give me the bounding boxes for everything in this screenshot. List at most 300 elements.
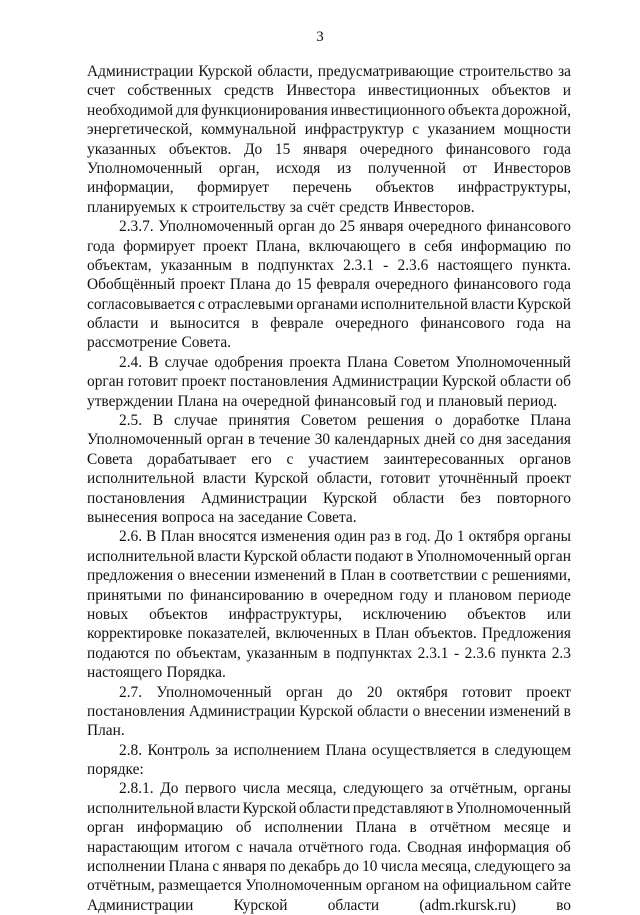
word: План xyxy=(375,625,410,643)
word: утверждении xyxy=(87,392,174,410)
word: информацию xyxy=(136,819,223,837)
word: отраслевыми xyxy=(207,295,294,313)
word: очередной xyxy=(241,392,311,410)
text-line xyxy=(87,372,571,391)
word: раз xyxy=(369,528,391,546)
text-line xyxy=(87,702,571,721)
word: власти xyxy=(196,799,241,817)
word: год. xyxy=(405,528,431,546)
word: указанием xyxy=(427,121,496,139)
word: с xyxy=(286,450,294,468)
word: принятыми xyxy=(87,586,162,604)
word: случае xyxy=(174,412,218,430)
word: одобрения xyxy=(214,353,284,371)
word: отчётным, xyxy=(449,780,518,798)
word: предложения xyxy=(87,567,174,585)
word: в xyxy=(362,625,371,643)
word: План xyxy=(340,567,375,585)
word: на xyxy=(222,392,238,410)
word: вносятся xyxy=(198,528,257,546)
word: в xyxy=(310,586,318,604)
word: инфраструктур xyxy=(304,121,404,139)
word: без xyxy=(460,489,481,507)
word: указанным xyxy=(246,644,318,662)
word: объектов xyxy=(149,605,208,623)
word: очередного xyxy=(374,276,449,294)
word: выносится xyxy=(169,315,240,333)
text-line xyxy=(87,353,571,372)
word: Курской xyxy=(233,896,288,914)
word: соответствии xyxy=(390,567,478,585)
word: области xyxy=(298,799,351,817)
word: Контроль xyxy=(147,741,210,759)
word: в xyxy=(329,567,337,585)
word: периоде xyxy=(518,586,571,604)
text-line xyxy=(87,721,571,740)
word: исходя xyxy=(276,159,321,177)
word: случае xyxy=(164,353,209,371)
word: показателей, xyxy=(187,625,271,643)
word: В xyxy=(152,412,164,430)
word: области xyxy=(300,547,352,565)
text-line xyxy=(87,450,571,469)
word: объектам, xyxy=(176,644,241,662)
word: корректировке xyxy=(87,625,183,643)
word: один xyxy=(334,528,366,546)
word: месяца, xyxy=(286,780,337,798)
word: 2.5. xyxy=(119,412,143,430)
word: области, xyxy=(316,470,373,488)
word: 15 xyxy=(296,276,312,294)
word: подают xyxy=(354,547,403,565)
word: доработке xyxy=(453,412,520,430)
word: согласовывается xyxy=(87,295,196,313)
word: 2.7. xyxy=(119,683,143,701)
word: органов xyxy=(519,450,571,468)
word: полученной xyxy=(367,159,446,177)
word: в xyxy=(251,315,259,333)
word: дней xyxy=(424,431,456,449)
word: инфраструктуры, xyxy=(228,605,342,623)
word: 2.4. xyxy=(119,353,143,371)
word: Инвесторов. xyxy=(393,198,475,216)
word: в xyxy=(241,256,249,274)
word: к xyxy=(180,198,188,216)
word: участием xyxy=(308,450,369,468)
word: Совета. xyxy=(306,508,357,526)
word: постановления xyxy=(87,489,185,507)
word: счёт xyxy=(307,198,335,216)
word: Предложения xyxy=(481,625,571,643)
text-line xyxy=(87,741,571,760)
word: орган, xyxy=(218,159,260,177)
word: Уполномоченный xyxy=(455,353,571,371)
word: внесении xyxy=(189,567,251,585)
word: плановом xyxy=(448,586,512,604)
word: объектов xyxy=(375,179,435,197)
word: Плана xyxy=(530,412,571,430)
word: Плана xyxy=(355,819,397,837)
word: Плана xyxy=(325,741,367,759)
word: за xyxy=(289,198,303,216)
word: нарастающим xyxy=(87,838,179,856)
word: за xyxy=(215,741,229,759)
text-line xyxy=(87,566,571,585)
text-line xyxy=(87,605,571,624)
text-line xyxy=(87,217,571,236)
page-number: 3 xyxy=(316,29,324,45)
word: Плана xyxy=(177,392,219,410)
text-line xyxy=(87,120,571,139)
word: в xyxy=(408,237,416,255)
word: Курской xyxy=(254,470,309,488)
word: 2.3.1 xyxy=(343,256,374,274)
text-line xyxy=(87,392,571,411)
word: Порядка. xyxy=(166,664,226,682)
word: собственных xyxy=(127,82,212,100)
word: Курской xyxy=(243,547,298,565)
word: уточнённый xyxy=(438,470,518,488)
word: Курской xyxy=(516,295,571,313)
word: информация xyxy=(467,838,550,856)
word: вынесения xyxy=(87,508,158,526)
word: объектов xyxy=(491,82,551,100)
word: со xyxy=(459,431,475,449)
text-line xyxy=(87,644,571,663)
word: орган xyxy=(87,819,124,837)
word: строительству xyxy=(191,198,286,216)
word: течение xyxy=(259,431,311,449)
word: в xyxy=(405,547,414,565)
word: исполнением xyxy=(233,741,321,759)
word: и xyxy=(562,82,571,100)
word: в xyxy=(409,819,417,837)
word: исполнении xyxy=(264,819,343,837)
text-line xyxy=(87,62,571,81)
word: решениями, xyxy=(492,567,571,585)
word: итогом xyxy=(184,838,230,856)
word: финансовый xyxy=(314,392,397,410)
word: объекта xyxy=(448,101,499,119)
word: первого xyxy=(184,780,237,798)
text-line xyxy=(87,275,571,294)
word: планируемых xyxy=(87,198,176,216)
paragraph-cont xyxy=(87,62,571,217)
word: исключению xyxy=(362,605,447,623)
word: До xyxy=(244,140,263,158)
text-line xyxy=(87,314,571,333)
word: на xyxy=(555,315,571,333)
word: осуществляется xyxy=(371,741,477,759)
word: готовит xyxy=(380,470,431,488)
word: области, xyxy=(257,63,313,80)
word: повторного xyxy=(496,489,571,507)
word: формирует xyxy=(197,179,269,197)
text-line xyxy=(87,489,571,508)
text-line xyxy=(87,624,571,643)
word: власти xyxy=(470,295,515,313)
word: месяце xyxy=(503,819,550,837)
word: с xyxy=(198,295,205,313)
word: очередного xyxy=(335,315,409,333)
word: органы xyxy=(523,780,571,798)
text-line xyxy=(87,237,571,256)
word: за xyxy=(558,63,571,80)
word: заинтересованных xyxy=(383,450,505,468)
word: функционирования xyxy=(201,101,328,119)
word: Плана xyxy=(347,353,388,371)
word: План. xyxy=(87,722,125,740)
word: по xyxy=(154,644,171,662)
text-line xyxy=(87,896,571,915)
word: решения xyxy=(367,412,425,430)
word: дорожной, xyxy=(501,101,571,119)
word: области xyxy=(327,896,380,914)
word: финансового xyxy=(453,276,539,294)
word: области xyxy=(87,315,139,333)
word: год xyxy=(400,392,422,410)
word: исполнительной xyxy=(87,470,195,488)
word: (adm.rkursk.ru) xyxy=(419,896,516,914)
word: указанных xyxy=(87,140,157,158)
word: проект xyxy=(202,237,248,255)
paragraph-p-2-7 xyxy=(87,683,571,741)
text-line xyxy=(87,140,571,159)
word: себя xyxy=(424,237,453,255)
word: Советом xyxy=(393,353,450,371)
word: заседание xyxy=(238,508,303,526)
paragraph-p-2-6 xyxy=(87,527,571,682)
word: новых xyxy=(87,605,129,623)
word: проекта xyxy=(289,353,341,371)
word: объектам, xyxy=(87,256,152,274)
text-line xyxy=(87,527,571,546)
word: До xyxy=(434,528,453,546)
word: Курской xyxy=(299,702,354,720)
word: октября xyxy=(468,528,520,546)
word: Администрации xyxy=(331,373,439,391)
text-line xyxy=(87,508,571,527)
word: в xyxy=(481,741,489,759)
word: дорабатывает xyxy=(147,450,237,468)
word: начала xyxy=(248,838,293,856)
word: проект xyxy=(181,373,227,391)
word: Уполномоченный xyxy=(158,218,274,236)
word: года xyxy=(543,140,571,158)
word: энергетической, xyxy=(87,121,193,139)
word: настоящего xyxy=(437,256,513,274)
word: мощности xyxy=(503,121,571,139)
word: Плана xyxy=(229,276,271,294)
text-line xyxy=(87,411,571,430)
word: власти xyxy=(197,547,241,565)
word: объектов xyxy=(467,605,526,623)
word: пункта. xyxy=(521,256,571,274)
word: 2.8.1. xyxy=(119,780,154,798)
text-line xyxy=(87,779,571,798)
word: и xyxy=(150,315,159,333)
word: 1 xyxy=(456,528,465,546)
paragraph-p-2-3-7 xyxy=(87,217,571,353)
word: строительство xyxy=(458,63,554,80)
word: о xyxy=(177,567,186,585)
word: по xyxy=(555,237,571,255)
word: подпунктах xyxy=(335,644,413,662)
word: Уполномоченный xyxy=(87,431,203,449)
word: о xyxy=(412,702,421,720)
word: отчётном xyxy=(429,819,491,837)
word: указанным xyxy=(160,256,232,274)
word: Курской xyxy=(442,373,497,391)
word: 20 xyxy=(366,683,383,701)
word: подаются xyxy=(87,644,150,662)
word: постановления xyxy=(230,373,328,391)
word: Курской xyxy=(242,799,297,817)
word: во xyxy=(556,896,571,914)
word: орган xyxy=(278,218,315,236)
word: 2.3 xyxy=(551,644,571,662)
word: органы xyxy=(523,528,571,546)
word: области xyxy=(500,373,552,391)
word: инвестиционных xyxy=(367,82,480,100)
word: Сводная xyxy=(407,838,462,856)
word: внесении xyxy=(424,702,486,720)
text-line xyxy=(87,857,571,876)
word: исполнительной xyxy=(87,799,195,817)
word: в xyxy=(394,528,402,546)
word: постановления xyxy=(87,702,185,720)
word: числа xyxy=(380,858,419,876)
word: изменения xyxy=(260,528,331,546)
word: до xyxy=(319,218,336,236)
word: за xyxy=(557,858,571,876)
word: Инвестора xyxy=(286,82,356,100)
text-line xyxy=(87,799,571,818)
word: формирует xyxy=(123,237,195,255)
word: года. xyxy=(369,838,402,856)
word: коммунальной xyxy=(200,121,297,139)
word: орган xyxy=(206,431,244,449)
word: до xyxy=(337,683,353,701)
text-line xyxy=(87,469,571,488)
word: В xyxy=(146,528,157,546)
word: изменений xyxy=(489,702,560,720)
word: средств xyxy=(339,198,389,216)
word: сайте xyxy=(535,877,571,895)
word: размещается xyxy=(158,877,242,895)
word: по xyxy=(269,858,286,876)
word: и xyxy=(434,586,443,604)
word: из xyxy=(336,159,352,177)
word: необходимой xyxy=(87,101,174,119)
word: Курской xyxy=(198,63,253,80)
word: перечень xyxy=(292,179,352,197)
word: области xyxy=(357,702,409,720)
word: период. xyxy=(507,392,558,410)
word: исполнении xyxy=(87,858,166,876)
word: принятия xyxy=(228,412,290,430)
text-line xyxy=(87,663,571,682)
word: в xyxy=(378,567,387,585)
word: информацию xyxy=(460,237,547,255)
word: в xyxy=(323,644,331,662)
word: представляют xyxy=(352,799,444,817)
word: проект xyxy=(526,470,571,488)
word: Уполномоченный xyxy=(156,683,272,701)
word: отчётного xyxy=(298,838,364,856)
word: на xyxy=(423,877,439,895)
word: инвестиционного xyxy=(330,101,446,119)
word: следующем xyxy=(494,741,571,759)
paragraph-p-2-8 xyxy=(87,741,571,780)
word: с xyxy=(212,858,220,876)
text-line xyxy=(87,838,571,857)
word: по xyxy=(167,586,184,604)
word: предусматривающие xyxy=(317,63,454,80)
word: в xyxy=(563,702,571,720)
word: вопроса xyxy=(161,508,215,526)
word: об xyxy=(555,838,571,856)
word: в xyxy=(446,799,454,817)
word: дня xyxy=(478,431,502,449)
word: феврале xyxy=(270,315,324,333)
word: орган xyxy=(285,683,323,701)
word: очередном xyxy=(323,586,394,604)
word: и xyxy=(425,392,435,410)
text-line xyxy=(87,586,571,605)
word: готовит xyxy=(462,683,512,701)
word: порядке: xyxy=(87,761,144,779)
word: Обобщённый xyxy=(87,276,176,294)
word: с xyxy=(235,838,243,856)
word: числа xyxy=(242,780,281,798)
word: подпунктах xyxy=(257,256,334,274)
word: органом xyxy=(365,877,420,895)
word: января xyxy=(359,218,404,236)
word: Уполномоченный xyxy=(416,547,532,565)
word: изменений xyxy=(254,567,326,585)
word: октября xyxy=(396,683,448,701)
text-line xyxy=(87,159,571,178)
word: с xyxy=(481,567,489,585)
word: об xyxy=(235,819,252,837)
word: января xyxy=(302,140,347,158)
word: Инвесторов xyxy=(493,159,571,177)
paragraph-p-2-8-1 xyxy=(87,779,571,915)
word: о xyxy=(434,412,443,430)
word: следующего xyxy=(343,780,424,798)
word: заседания xyxy=(506,431,571,449)
word: 2.3.6 xyxy=(397,256,429,274)
word: готовит xyxy=(127,373,178,391)
word: 2.3.1 xyxy=(417,644,449,662)
word: года xyxy=(87,237,115,255)
word: 25 xyxy=(339,218,356,236)
word: следующего xyxy=(474,858,555,876)
word: для xyxy=(175,101,199,119)
word: до xyxy=(275,276,292,294)
word: его xyxy=(251,450,272,468)
word: декабрь xyxy=(288,858,341,876)
word: 2.3.7. xyxy=(119,218,154,236)
word: Администрации xyxy=(87,63,194,80)
word: календарных xyxy=(334,431,420,449)
text-line xyxy=(87,198,571,217)
text-line xyxy=(87,256,571,275)
word: от xyxy=(462,159,477,177)
text-line xyxy=(87,547,571,566)
word: власти xyxy=(202,470,247,488)
